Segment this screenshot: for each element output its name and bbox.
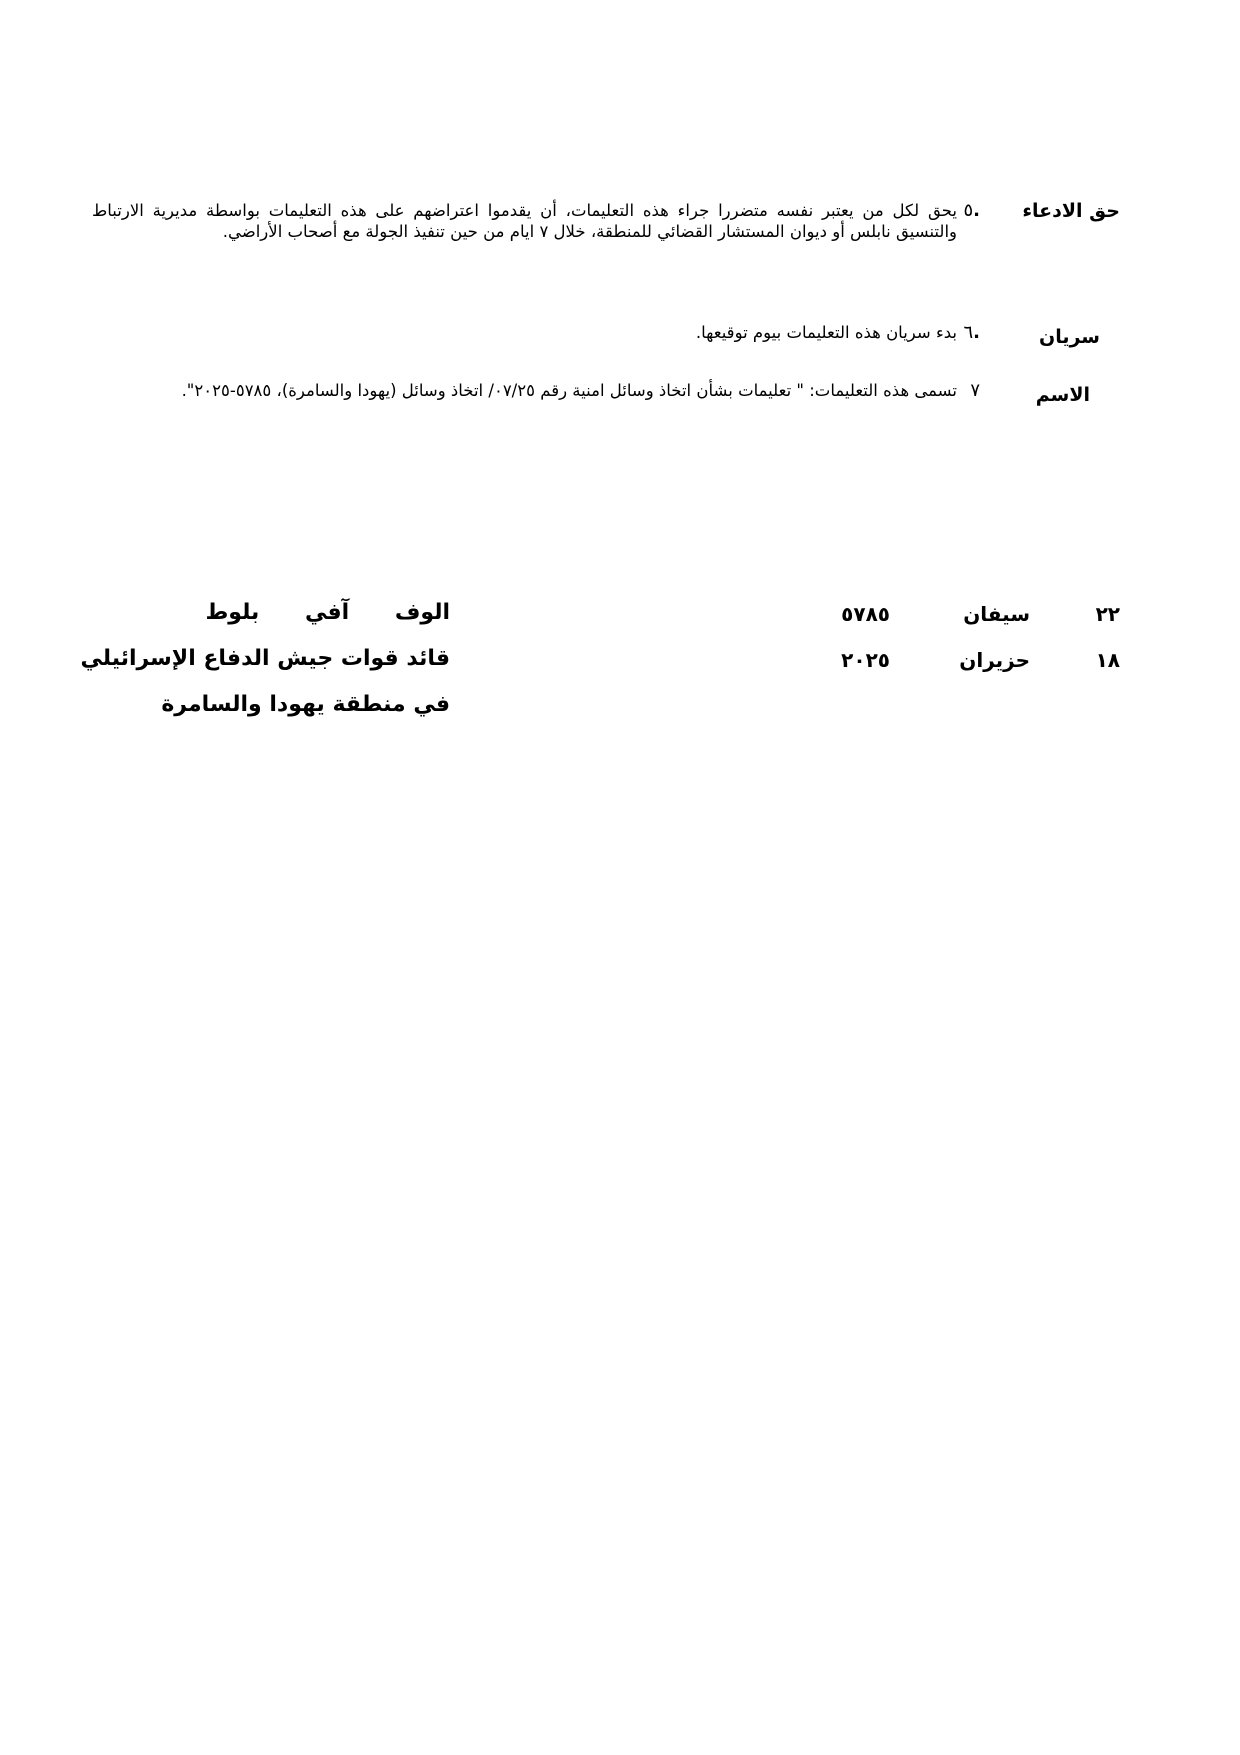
clause-text: يحق لكل من يعتبر نفسه متضررا جراء هذه التعليمات، أن يقدموا اعتراضهم على هذه التعليمات بواسطة مديرية الارتباط والتنسيق نابلس أو ديوان المستشار القضائي للمنطقة، خلال ٧ ايام من حين تنفيذ الجولة مع أصحاب الأراضي. bbox=[92, 201, 957, 241]
clause-number-dot: . bbox=[973, 200, 980, 221]
clause-text: بدء سريان هذه التعليمات بيوم توقيعها. bbox=[695, 323, 957, 342]
clause-name bbox=[0, 378, 1240, 438]
clause-objection bbox=[0, 200, 1240, 290]
clause-heading: سريان bbox=[1039, 326, 1100, 348]
clause-number bbox=[970, 380, 980, 401]
clause-number bbox=[963, 200, 980, 221]
clause-number-dot: . bbox=[973, 322, 980, 343]
signatory-region: في منطقة يهودا والسامرة bbox=[161, 692, 450, 717]
date-month: حزيران bbox=[959, 648, 1030, 672]
date-day: ١٨ bbox=[1095, 648, 1120, 672]
signatory-name: الوف آفي بلوط bbox=[205, 600, 450, 625]
date-day: ٢٢ bbox=[1095, 602, 1120, 626]
clause-number-value: ٦ bbox=[963, 322, 974, 343]
clause-text: تسمى هذه التعليمات: " تعليمات بشأن اتخاذ وسائل امنية رقم ٠٧/٢٥/ اتخاذ وسائل (يهودا والسامرة)، ٥٧٨٥-٢٠٢٥". bbox=[181, 381, 957, 400]
date-month: سيفان bbox=[963, 602, 1030, 626]
clause-number bbox=[963, 322, 980, 343]
date-year: ٢٠٢٥ bbox=[841, 648, 890, 672]
clause-heading: الاسم bbox=[1035, 384, 1090, 406]
clause-number-value: ٧ bbox=[970, 380, 980, 401]
clause-heading: حق الادعاء bbox=[1022, 200, 1120, 222]
clause-validity bbox=[0, 320, 1240, 350]
date-year: ٥٧٨٥ bbox=[841, 602, 890, 626]
signatory-title: قائد قوات جيش الدفاع الإسرائيلي bbox=[80, 646, 450, 671]
hebrew-date bbox=[0, 602, 1240, 638]
clause-number-value: ٥ bbox=[963, 200, 974, 221]
